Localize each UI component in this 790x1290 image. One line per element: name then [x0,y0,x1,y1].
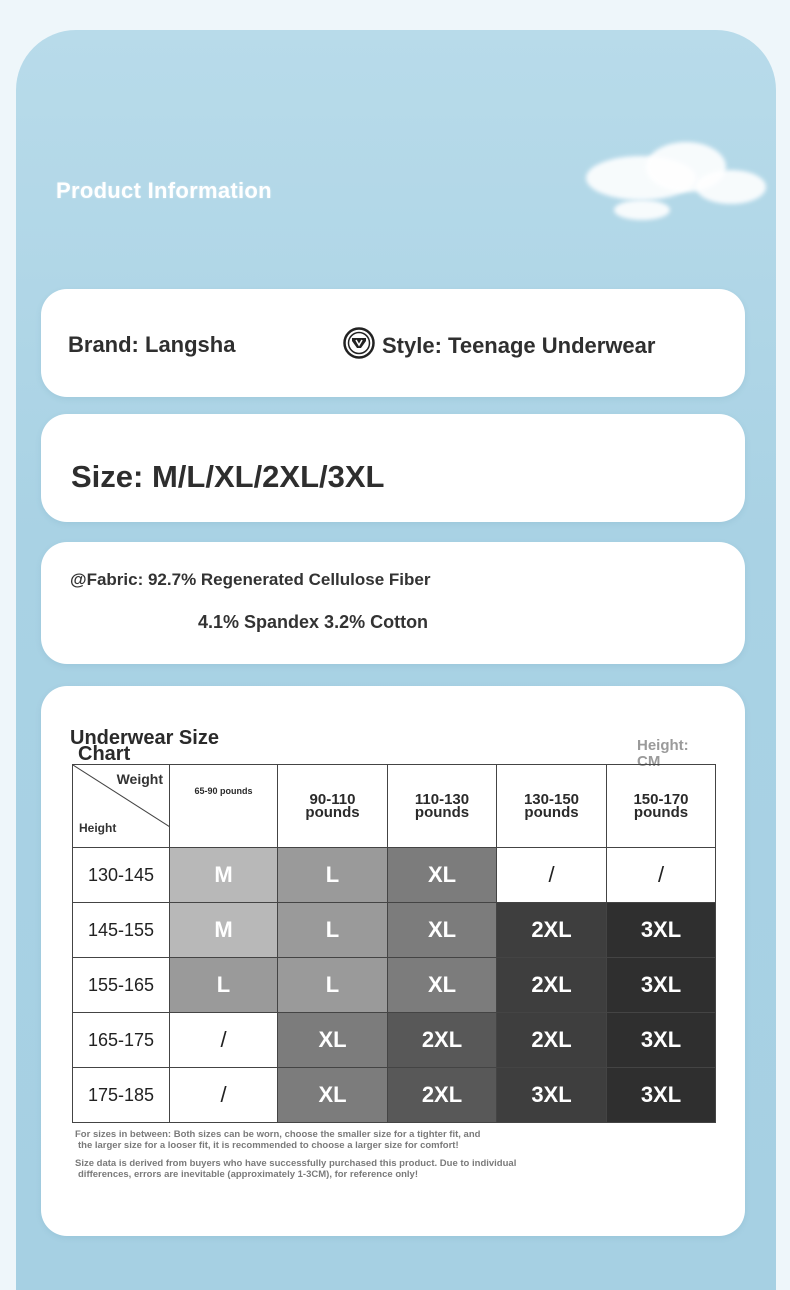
weight-column-header [170,765,278,848]
height-range-cell: 165-175 [73,1013,170,1068]
size-cell: 3XL [497,1068,607,1123]
size-cell: XL [278,1013,388,1068]
note-2-line-1: Size data is derived from buyers who have successfully purchased this product. Due to individual [75,1158,517,1169]
fabric-card [41,542,745,664]
size-chart-card [41,686,745,1236]
weight-axis-label: Weight [116,771,163,787]
size-cell: 2XL [497,958,607,1013]
height-range-cell: 130-145 [73,848,170,903]
table-row [73,958,716,1013]
height-range-cell: 155-165 [73,958,170,1013]
weight-header-line-1: 90-110 [309,791,356,808]
table-header-row [73,765,716,848]
size-cell: / [497,848,607,903]
cloud-decoration [696,170,766,204]
brand-card [41,289,745,397]
cloud-decoration [614,200,670,220]
size-cell: / [170,1068,278,1123]
size-cell: / [607,848,716,903]
style-label: Style: Teenage Underwear [382,332,656,358]
weight-column-header [497,765,607,848]
size-cell: M [170,848,278,903]
weight-header-line-1: 150-170 [633,791,689,808]
style-row [343,327,655,364]
chart-title-line-1: Underwear Size [70,727,219,749]
height-note-line-2: CM [637,753,661,770]
weight-header-line-2: pounds [414,804,470,821]
weight-header-line-2: pounds [524,804,579,821]
size-cell: 3XL [607,903,716,958]
size-cell: XL [388,903,497,958]
table-corner-cell [73,765,170,848]
weight-column-header [388,765,497,848]
size-cell: XL [388,958,497,1013]
table-row [73,1068,716,1123]
table-row [73,1013,716,1068]
size-label: Size: M/L/XL/2XL/3XL [71,459,385,494]
height-axis-label: Height [79,821,117,835]
table-row [73,848,716,903]
size-cell: XL [278,1068,388,1123]
size-cell: L [278,903,388,958]
note-1-line-2: the larger size for a looser fit, it is recommended to choose a larger size for comfort! [78,1140,459,1151]
section-title: Product Information [56,178,272,203]
weight-header-line-1: 110-130 [414,791,470,808]
note-2-line-2: differences, errors are inevitable (approximately 1-3CM), for reference only! [78,1169,419,1180]
height-range-cell: 175-185 [73,1068,170,1123]
weight-header-line-1: 65-90 pounds [194,786,253,796]
size-cell: 3XL [607,958,716,1013]
size-cell: 3XL [607,1068,716,1123]
note-1-line-1: For sizes in between: Both sizes can be worn, choose the smaller size for a tighter fit, and [75,1129,481,1140]
fabric-line-1: @Fabric: 92.7% Regenerated Cellulose Fiber [70,570,431,589]
size-cell: XL [388,848,497,903]
size-table [72,764,716,1123]
weight-column-header [607,765,716,848]
table-row [73,903,716,958]
sizing-note-1 [75,1129,480,1151]
brand-label: Brand: Langsha [68,332,236,357]
chart-title [70,727,219,765]
size-card [41,414,745,522]
height-note-line-1: Height: [637,737,689,754]
size-cell: 2XL [388,1013,497,1068]
size-cell: 3XL [607,1013,716,1068]
height-range-cell: 145-155 [73,903,170,958]
size-cell: 2XL [497,903,607,958]
product-info-panel [16,30,776,1290]
size-cell: / [170,1013,278,1068]
weight-header-line-2: pounds [633,804,689,821]
fabric-line-2: 4.1% Spandex 3.2% Cotton [198,612,429,632]
underwear-badge-icon [343,327,375,364]
size-cell: L [170,958,278,1013]
sizing-note-2 [75,1158,516,1180]
size-cell: L [278,848,388,903]
size-cell: 2XL [388,1068,497,1123]
size-cell: 2XL [497,1013,607,1068]
weight-header-line-1: 130-150 [523,791,580,808]
weight-header-line-2: pounds [305,804,360,821]
size-cell: M [170,903,278,958]
chart-title-line-2: Chart [78,743,131,765]
weight-column-header [278,765,388,848]
size-cell: L [278,958,388,1013]
